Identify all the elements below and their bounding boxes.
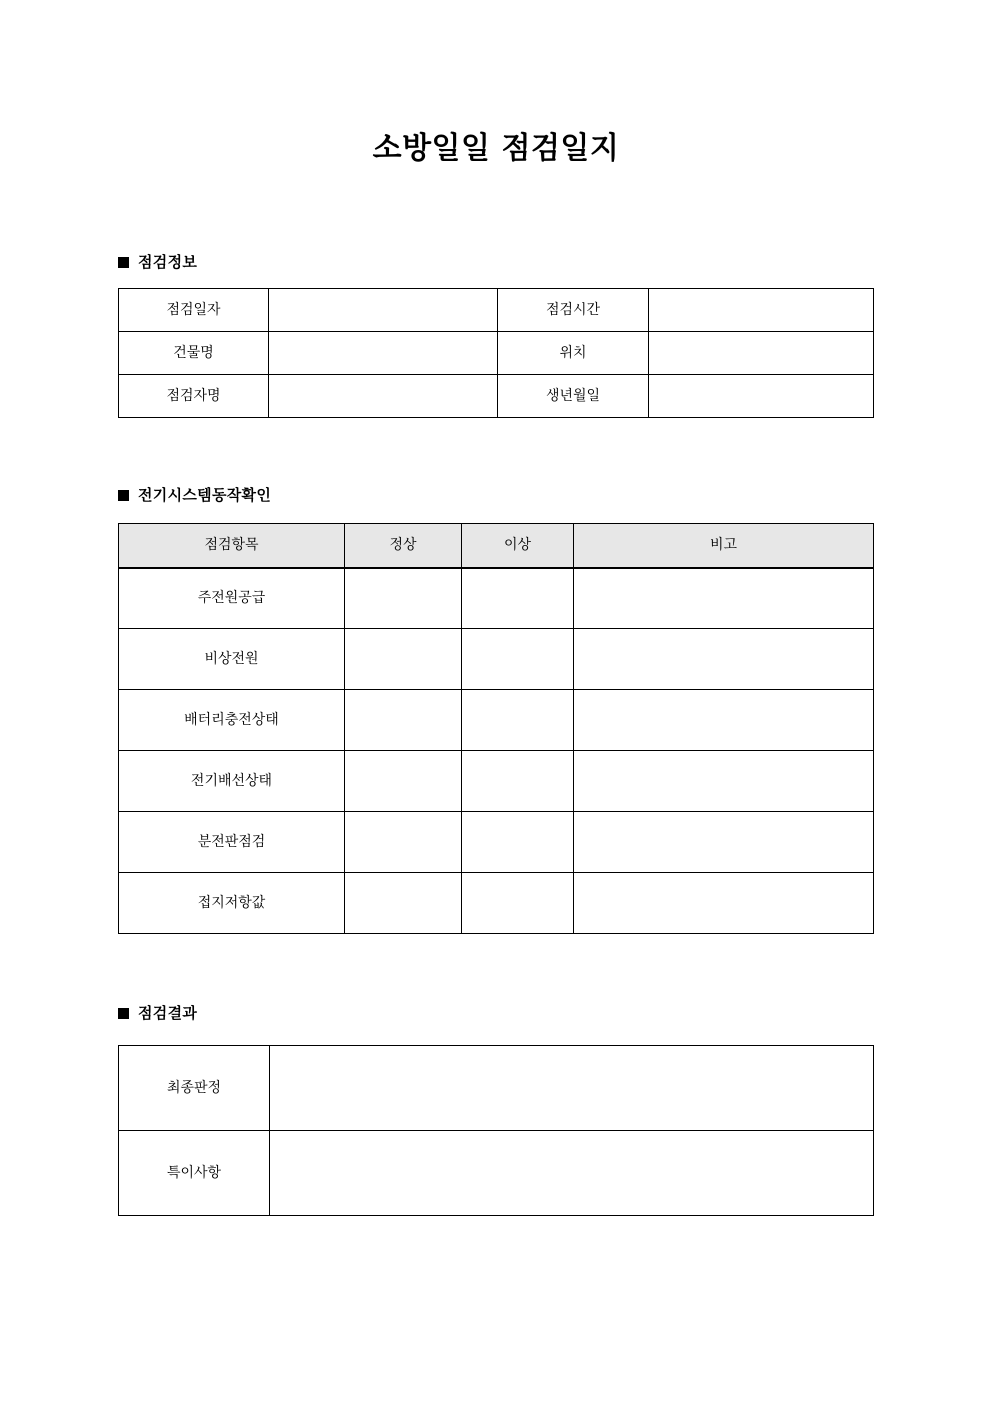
check-item-label: 주전원공급 <box>119 568 345 629</box>
check-item-label: 접지저항값 <box>119 873 345 934</box>
check-remark-cell[interactable] <box>574 690 874 751</box>
check-normal-cell[interactable] <box>345 568 462 629</box>
field-label-final-judgement: 최종판정 <box>119 1046 270 1131</box>
field-label-location: 위치 <box>498 332 649 375</box>
check-abnormal-cell[interactable] <box>462 568 574 629</box>
section-heading-label: 점검결과 <box>138 1004 198 1022</box>
field-label-building-name: 건물명 <box>119 332 269 375</box>
field-value-final-judgement[interactable] <box>270 1046 874 1131</box>
table-header-row <box>119 524 874 568</box>
check-abnormal-cell[interactable] <box>462 873 574 934</box>
field-value-special-notes[interactable] <box>270 1131 874 1216</box>
table-row <box>119 375 874 418</box>
inspection-result-table <box>118 1045 874 1216</box>
column-header-normal: 정상 <box>345 524 462 568</box>
table-row <box>119 1131 874 1216</box>
column-header-abnormal: 이상 <box>462 524 574 568</box>
check-abnormal-cell[interactable] <box>462 751 574 812</box>
check-item-label: 분전판점검 <box>119 812 345 873</box>
filled-square-bullet-icon <box>118 1008 129 1019</box>
field-value-inspector-name[interactable] <box>269 375 498 418</box>
table-row <box>119 1046 874 1131</box>
check-remark-cell[interactable] <box>574 629 874 690</box>
field-value-inspection-date[interactable] <box>269 289 498 332</box>
check-item-label: 전기배선상태 <box>119 751 345 812</box>
field-label-inspector-name: 점검자명 <box>119 375 269 418</box>
check-normal-cell[interactable] <box>345 629 462 690</box>
field-value-birthdate[interactable] <box>649 375 874 418</box>
filled-square-bullet-icon <box>118 490 129 501</box>
check-abnormal-cell[interactable] <box>462 629 574 690</box>
table-row <box>119 751 874 812</box>
check-abnormal-cell[interactable] <box>462 812 574 873</box>
check-item-label: 비상전원 <box>119 629 345 690</box>
electrical-system-check-table <box>118 523 874 934</box>
table-row <box>119 629 874 690</box>
check-item-label: 배터리충전상태 <box>119 690 345 751</box>
table-row <box>119 568 874 629</box>
table-row <box>119 332 874 375</box>
check-abnormal-cell[interactable] <box>462 690 574 751</box>
check-remark-cell[interactable] <box>574 812 874 873</box>
check-normal-cell[interactable] <box>345 690 462 751</box>
table-row <box>119 873 874 934</box>
section-heading-inspection-info <box>118 255 197 270</box>
field-value-inspection-time[interactable] <box>649 289 874 332</box>
table-row <box>119 289 874 332</box>
column-header-item: 점검항목 <box>119 524 345 568</box>
filled-square-bullet-icon <box>118 257 129 268</box>
inspection-info-table <box>118 288 874 418</box>
field-label-birthdate: 생년월일 <box>498 375 649 418</box>
check-normal-cell[interactable] <box>345 873 462 934</box>
section-heading-label: 전기시스템동작확인 <box>138 486 272 504</box>
section-heading-label: 점검정보 <box>138 253 198 271</box>
column-header-remark: 비고 <box>574 524 874 568</box>
section-heading-electrical-system <box>118 488 271 503</box>
field-label-inspection-time: 점검시간 <box>498 289 649 332</box>
check-remark-cell[interactable] <box>574 568 874 629</box>
field-label-inspection-date: 점검일자 <box>119 289 269 332</box>
check-normal-cell[interactable] <box>345 812 462 873</box>
section-heading-inspection-result <box>118 1006 197 1021</box>
field-value-location[interactable] <box>649 332 874 375</box>
table-row <box>119 812 874 873</box>
field-label-special-notes: 특이사항 <box>119 1131 270 1216</box>
check-remark-cell[interactable] <box>574 873 874 934</box>
table-row <box>119 690 874 751</box>
check-remark-cell[interactable] <box>574 751 874 812</box>
check-normal-cell[interactable] <box>345 751 462 812</box>
page-title: 소방일일 점검일지 <box>372 131 620 166</box>
field-value-building-name[interactable] <box>269 332 498 375</box>
